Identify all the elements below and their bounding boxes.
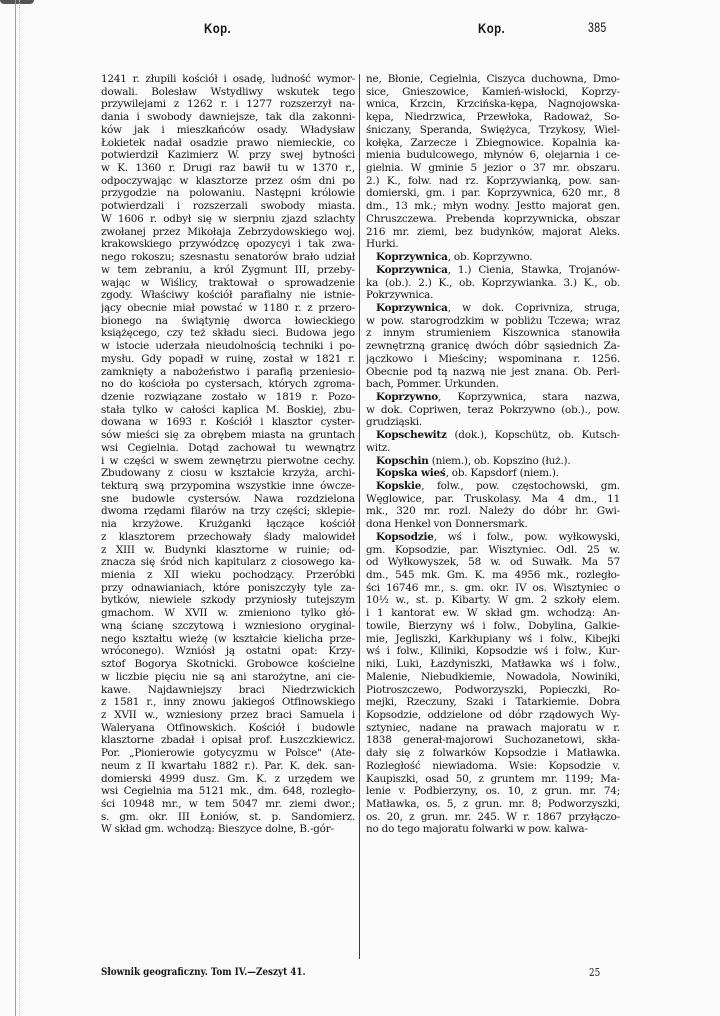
page-header (0, 14, 720, 38)
text-line: dwoma rzędami filarów na trzy części; sklepie- (101, 505, 355, 518)
text-line: w istocie uderzała nieudolnością techniki i po- (101, 340, 355, 353)
text-line: w dok. Coprіwen, teraz Pokrzywno (ob.)., pow. (366, 403, 620, 416)
text-line: wając w Wiślicy, traktował o sprowadzenie (101, 276, 355, 289)
text-line: w K. 1360 r. Drugi raz bawił tu w 1370 r., (101, 162, 355, 175)
text-line: z innym strumieniem Kiszownica stanowiła (366, 327, 620, 340)
text-line: 10½ w., st. p. Kibarty. W gm. 2 szkoły elem. (366, 594, 620, 607)
page-footer (0, 966, 720, 986)
text-line: wsi Cegielnia. Dotąd zachował tu wewnątrz (101, 441, 355, 454)
headword: Koprzywnica (376, 301, 448, 314)
text-line: przygodzie na polowaniu. Następni królowie (101, 187, 355, 200)
text-line: dania i swobody dawniejsze, tak dla zakonni- (101, 111, 355, 124)
headword: Kopskie (376, 480, 422, 492)
text-line: potwierdził Kazimierz W. przy swej bytności (101, 149, 355, 162)
text-line: z 1581 r., inny znowu jakiegoś Otfinowskiego (101, 696, 355, 709)
text-line: witz. (366, 441, 391, 454)
text-line: towile, Bierzyny wś i folw., Dobylina, Galkie- (366, 619, 620, 632)
text-line: zgody. Właściwy kościół parafialny nie istnie- (101, 289, 355, 302)
text-line: krakowskiego przywódzcę opozycyi i tak zwa- (101, 238, 355, 251)
text-line: 1838 generał-majorowi Suchozanetowi, skła- (366, 734, 620, 747)
text-line: mie, Jegliszki, Karkłupiany wś i folw., Kibejki (366, 632, 620, 645)
text-line: dona Henkel von Donnersmark. (366, 518, 528, 531)
headword: Koprzywno (376, 390, 439, 403)
text-line: domierski, gm. i par. Koprzywnica, 620 mr., 8 (366, 187, 620, 200)
text-line: nego rokoszu; szesnastu senatorów brało udział (101, 251, 355, 264)
text-line: sztof Bogorya Skotnicki. Grobowce kościelne (101, 658, 355, 671)
text-line: Kopsodzie, oddzielone od dóbr rządowych Wy- (366, 708, 620, 721)
text-line: Matławka, os. 5, z grun. mr. 8; Podworzyszki, (366, 797, 620, 810)
text-line: zewnętrzną granicę dwóch dóbr sąsiednich Za- (366, 340, 620, 353)
text-line: z XIII w. Budynki klasztorne w ruinie; od- (101, 543, 355, 556)
text-line: stała tylko w całości kaplica M. Boskiej, zbu- (101, 403, 355, 416)
text-line: przy odnawianiach, które poniszczyły tyle za- (101, 581, 355, 594)
text-line: os. 20, z grun. mr. 245. W r. 1867 przyłączo- (366, 810, 620, 823)
text-line: neum z II kwartału 1882 r.). Par. K. dek. san- (101, 759, 355, 772)
text-line: ści 16746 mr., s. gm. okr. IV os. Wisztyniec o (366, 581, 620, 594)
text-line: Koprzywnica, 1.) Cienia, Stawka, Trojanów- (376, 263, 620, 276)
headword: Koprzywnica (376, 251, 448, 264)
right-column (366, 73, 620, 836)
text-line: lenie v. Podbierzyny, os. 10, z grun. mr. 74; (366, 785, 620, 798)
text-line: wróconego). Wzniósł ją ostatni opat: Krzy- (101, 645, 355, 658)
text-line: mienia z XII wieku pochodzący. Przeróbki (101, 569, 355, 582)
text-line: w liczbie pięciu nie są ani starożytne, ani cie- (101, 670, 355, 683)
text-line: klasztorne zbadał i opisał prof. Łuszczkiewicz. (101, 734, 355, 747)
headword: Kopsodzie (376, 530, 434, 543)
text-line: śniczany, Speranda, Świężyca, Trzykosy, Wiel- (366, 123, 620, 136)
text-line: Zbudowany z ciosu w kształcie krzyża, archi- (101, 467, 355, 480)
text-line: ne, Błonie, Cegielnia, Ciszyca duchowna, Dmo- (366, 73, 620, 85)
text-line: dm., 13 mk.; młyn wodny. Jestto majorat gen. (366, 200, 620, 213)
text-line: i w części w swem zewnętrzu pierwotne cechy. (101, 454, 355, 467)
footer-signature: 25 (589, 966, 601, 979)
text-line: gielnia. W gminie 5 jezior o 37 mr. obszaru. (366, 162, 620, 175)
text-line: mienia budulcowego, młynów 6, olejarnia i ce- (366, 149, 620, 162)
text-line: zamknięty a nabożeństwo i parafią przeniesio- (101, 365, 355, 378)
text-line: od Wyłkowyszek, 58 w. od Suwałk. Ma 57 (366, 556, 620, 569)
text-line: Łokietek nadał osadzie prawo niemieckie, co (101, 136, 355, 149)
text-line: Piotroszczewo, Podworzyszki, Popieczki, Ro- (366, 683, 620, 696)
headword: Kopska wieś (376, 467, 446, 480)
text-line: Rozległość niewiadoma. Wsie: Kopsodzie v. (366, 759, 620, 772)
text-line: ków jak i mieszkańców osady. Władysław (101, 123, 355, 136)
text-line: w pow. starogrodzkim w pobliżu Tczewa; wraz (366, 314, 620, 327)
text-line: Malenie, Niebudkiemie, Nowadola, Nowiniki, (366, 670, 620, 683)
text-line: Waleryana Otfinowskich. Kościół i budowle (101, 721, 355, 734)
text-line: grudziąski. (366, 416, 423, 429)
text-line: nego kształtu wieżę (w kształcie kielicha prze- (101, 632, 355, 645)
text-line: 1241 r. złupili kościół i osadę, ludność wymor- (101, 73, 355, 85)
text-line: kępa, Niedrzwica, Przewłoka, Radoważ, So- (366, 111, 620, 124)
text-line: w tem zebraniu, a król Zygmunt III, przeby- (101, 263, 355, 276)
text-line: Chruszczewa. Prebenda koprzywnicka, obszar (366, 212, 620, 225)
text-line: tekturą swą przypomina wszystkie inne ówcze- (101, 480, 355, 492)
text-line: kawe. Najdawniejszy braci Niedrzwickich (101, 683, 355, 696)
text-line: Koprzywnica, w dok. Coprivniza, struga, (376, 301, 620, 314)
text-line: 216 mr. ziemi, bez budynków, majorat Aleks. (366, 225, 620, 238)
text-line: jączkowo i Mieściny; wspominana r. 1256. (366, 352, 620, 365)
text-line: dały się z folwarków Kopsodzie i Matławka. (366, 747, 620, 760)
text-line: W skład gm. wchodzą: Bieszyce dolne, B.-gór- (101, 823, 334, 836)
text-line: sice, Gnieszowice, Kamień-wisłocki, Koprzy- (366, 85, 620, 98)
text-line: wnica, Krzcin, Krzcińska-kępa, Nagnojowska- (366, 98, 620, 111)
text-line: z XVII w., wzniesiony przez braci Samuela i (101, 708, 355, 721)
text-line: wną ścianę szczytową i wzniesiono oryginal- (101, 619, 355, 632)
text-line: no do kościoła po cystersach, których zgroma- (101, 378, 355, 391)
text-line: nia krzyżowe. Krużganki łączące kościół (101, 518, 355, 531)
text-line: dowana w 1693 r. Kościół i klasztor cyster- (101, 416, 355, 429)
text-line: ści 10948 mr., w tem 5047 mr. ziemi dwor.; (101, 797, 355, 810)
headword: Kopschin (376, 454, 429, 467)
text-line: mysłu. Gdy popadł w ruinę, został w 1821 r. (101, 352, 355, 365)
text-line: znacza się śród nich kapitularz z ciosowego ka- (101, 556, 355, 569)
text-line: gmachom. W XVII w. zmieniono tylko głó- (101, 607, 355, 620)
left-column (101, 73, 355, 836)
text-line: wś i folw., Kiliniki, Kopsodzie wś i folw., Kur- (366, 645, 620, 658)
text-line: z klasztorem przechowały ślady malowideł (101, 530, 355, 543)
page-binding-edge (15, 0, 20, 1016)
text-line: jący obecnie miał powstać w 1180 r. z przero- (101, 301, 355, 314)
text-line: książęcego, czy też składu sieci. Budowa jego (101, 327, 355, 340)
text-line: dowali. Bolesław Wstydliwy wskutek tego (101, 85, 355, 98)
text-line: sne budowle cystersów. Nawa rozdzielona (101, 492, 355, 505)
text-line: i 1 kantorat ew. W skład gm. wchodzą: An- (366, 607, 620, 620)
text-line: Kopskie, folw., pow. częstochowski, gm. (376, 480, 620, 492)
text-line: bytków, niewiele szkody przyniosły tutejszym (101, 594, 355, 607)
text-line: Kopsodzie, wś i folw., pow. wyłkowyski, (376, 530, 620, 543)
text-line: gm. Kopsodzie, par. Wisztyniec. Odl. 25 w. (366, 543, 620, 556)
text-line: Hurki. (366, 238, 399, 251)
text-line: Kopschin (niem.), ob. Kopszino (łuż.). (376, 454, 571, 467)
text-line: mejki, Rzeczuny, Szaki i Tatarkiemie. Dobra (366, 696, 620, 709)
text-line: odpoczywając w klasztorze przez ośm dni po (101, 174, 355, 187)
text-line: no do tego majoratu folwarki w pow. kalwa- (366, 823, 588, 836)
text-line: domierski 4999 dusz. Gm. K. z urzędem we (101, 772, 355, 785)
text-line: zwołanej przez Mikołaja Zebrzydowskiego woj. (101, 225, 355, 238)
text-line: sztyniec, nadane na prawach majoratu w r. (366, 721, 620, 734)
text-line: Obecnie pod tą nazwą nie jest znana. Ob. Perl- (366, 365, 620, 378)
footer-title: Słownik geograficzny. Tom IV.—Zeszyt 41. (101, 966, 306, 978)
text-line: W 1606 r. odbył się w sierpniu zjazd szlachty (101, 212, 355, 225)
text-line: Kaupiszki, osad 50, z gruntem mr. 1199; Ma- (366, 772, 620, 785)
text-line: Pokrzywnica. (366, 289, 434, 302)
text-line: s. gm. okr. III Łoniów, st. p. Sandomierz. (101, 810, 355, 823)
guide-word-right: Kop. (478, 20, 506, 36)
headword: Kopschewitz (376, 429, 447, 442)
text-line: mk., 320 mr. rozl. Należy do dóbr hr. Gwi- (366, 505, 620, 518)
text-line: dm., 545 mk. Gm. K. ma 4956 mk., rozległo- (366, 569, 620, 582)
text-line: bionego na świątynię dworca łowieckiego (101, 314, 355, 327)
text-line: niki, Luki, Łazdyniszki, Matławka wś i folw., (366, 658, 620, 671)
text-line: sów mieści się za obrębem miasta na gruntach (101, 429, 355, 442)
text-line: Por. „Pionierowie gotycyzmu w Polsce" (Ate- (101, 747, 355, 760)
guide-word-left: Kop. (204, 20, 232, 36)
text-line: ka (ob.). 2.) K., ob. Koprzywianka. 3.) K., ob. (366, 276, 620, 289)
text-line: Kopschewitz (dok.), Kopschütz, ob. Kutsch- (376, 429, 620, 442)
text-line: Koprzywnica, ob. Koprzywno. (376, 251, 533, 264)
text-line: potwierdzali i rozszerzali swobody miasta. (101, 200, 355, 213)
column-divider (359, 74, 360, 959)
text-line: Koprzywno, Koprzywnica, stara nazwa, (376, 390, 620, 403)
text-line: Kopska wieś, ob. Kapsdorf (niem.). (376, 467, 559, 480)
headword: Koprzywnica (376, 263, 448, 276)
text-line: dzenie rozwiązane zostało w 1819 r. Pozo- (101, 390, 355, 403)
text-line: przywilejami z 1262 r. i 1277 rozszerzył na- (101, 98, 355, 111)
text-line: wsi Cegielnia ma 5121 mk., dm. 648, rozległo- (101, 785, 355, 798)
page-number: 385 (588, 19, 607, 35)
text-line: bach, Pommer. Urkunden. (366, 378, 499, 391)
text-line: Węglowice, par. Truskolasy. Ma 4 dm., 11 (366, 492, 620, 505)
text-line: kołęka, Zarzecze i Zbiegnowice. Kopalnia ka- (366, 136, 620, 149)
text-line: 2.) K., folw. nad rz. Koprzywianką, pow. san- (366, 174, 620, 187)
